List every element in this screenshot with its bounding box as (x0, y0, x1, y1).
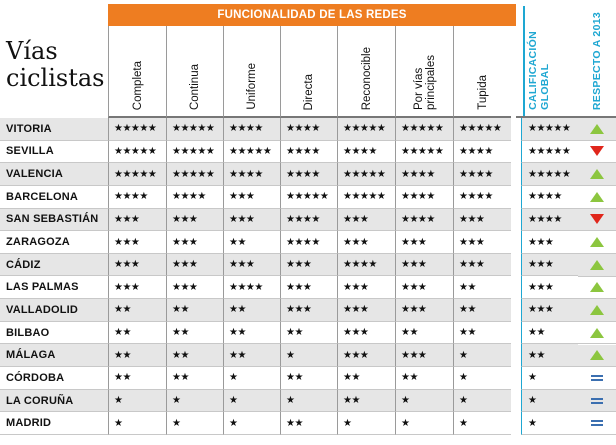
equal-bar (591, 402, 603, 404)
star-rating: ★★★★★ (166, 118, 223, 141)
star-rating: ★★ (108, 344, 166, 367)
column-header-label: Continua (189, 63, 201, 110)
star-rating: ★★★ (108, 209, 166, 232)
trend-up-icon (590, 350, 604, 360)
column-header-wrap (396, 26, 453, 116)
star-rating: ★★ (223, 299, 280, 322)
trend-cell (578, 141, 616, 164)
global-rating: ★★★ (521, 299, 578, 322)
star-rating: ★★★★★ (108, 141, 166, 164)
star-rating: ★ (395, 390, 453, 413)
star-rating: ★★ (108, 299, 166, 322)
trend-down-icon (590, 214, 604, 224)
city-label: ZARAGOZA (0, 231, 108, 254)
star-rating: ★★ (166, 344, 223, 367)
city-label: BILBAO (0, 322, 108, 345)
equal-bar (591, 398, 603, 400)
star-rating: ★★★ (337, 344, 395, 367)
star-rating: ★ (453, 344, 511, 367)
trend-up-icon (590, 124, 604, 134)
star-rating: ★★ (223, 344, 280, 367)
star-rating: ★★★ (280, 299, 337, 322)
column-header (223, 26, 280, 118)
star-rating: ★★ (223, 231, 280, 254)
city-label: SEVILLA (0, 141, 108, 164)
trend-cell (578, 322, 616, 345)
global-rating-header (521, 0, 578, 118)
star-rating: ★★★ (395, 231, 453, 254)
star-rating: ★★★★ (166, 186, 223, 209)
star-rating: ★ (166, 390, 223, 413)
trend-cell (578, 412, 616, 435)
column-header-label: Reconocible (360, 46, 373, 110)
star-rating: ★★★★★ (337, 163, 395, 186)
star-rating: ★ (453, 390, 511, 413)
star-rating: ★★★★★ (280, 186, 337, 209)
star-rating: ★★★ (166, 254, 223, 277)
column-header-wrap (281, 26, 337, 116)
trend-cell (578, 186, 616, 209)
star-rating: ★★★★★ (166, 141, 223, 164)
star-rating: ★★★★ (280, 231, 337, 254)
star-rating: ★ (453, 412, 511, 435)
global-rating: ★★★ (521, 231, 578, 254)
trend-up-icon (590, 260, 604, 270)
column-header (395, 26, 453, 118)
column-header-wrap (338, 26, 395, 116)
star-rating: ★★★ (337, 299, 395, 322)
global-rating: ★★ (521, 322, 578, 345)
global-rating-label: CALIFICACIÓN GLOBAL (527, 31, 551, 110)
star-rating: ★ (108, 390, 166, 413)
star-rating: ★★ (280, 322, 337, 345)
star-rating: ★★★ (337, 209, 395, 232)
trend-cell (578, 163, 616, 186)
star-rating: ★★★★ (280, 118, 337, 141)
star-rating: ★★★ (395, 276, 453, 299)
star-rating: ★★★ (223, 186, 280, 209)
column-header-wrap (167, 26, 223, 116)
star-rating: ★★★ (337, 322, 395, 345)
trend-up-icon (590, 237, 604, 247)
star-rating: ★★ (280, 412, 337, 435)
trend-up-icon (590, 169, 604, 179)
star-rating: ★★★★ (108, 186, 166, 209)
trend-cell (578, 299, 616, 322)
global-rating: ★★★★★ (521, 141, 578, 164)
star-rating: ★★★ (166, 276, 223, 299)
star-rating: ★ (395, 412, 453, 435)
global-rating-divider (523, 6, 525, 116)
star-rating: ★★ (108, 367, 166, 390)
trend-cell (578, 277, 616, 300)
city-label: CÁDIZ (0, 254, 108, 277)
column-header (337, 26, 395, 118)
trend-equal-icon (591, 398, 603, 404)
trend-cell (578, 345, 616, 368)
star-rating: ★★★★★ (337, 118, 395, 141)
star-rating: ★★★★ (280, 209, 337, 232)
equal-bar (591, 424, 603, 426)
star-rating: ★★★★ (395, 186, 453, 209)
star-rating: ★ (337, 412, 395, 435)
star-rating: ★★★★ (395, 209, 453, 232)
city-label: LAS PALMAS (0, 276, 108, 299)
star-rating: ★★★★ (280, 141, 337, 164)
star-rating: ★★★★★ (108, 118, 166, 141)
star-rating: ★★★ (280, 276, 337, 299)
equal-bar (591, 375, 603, 377)
star-rating: ★★ (337, 367, 395, 390)
star-rating: ★ (280, 390, 337, 413)
table-title (0, 0, 108, 118)
star-rating: ★★★ (108, 276, 166, 299)
star-rating: ★★★ (223, 209, 280, 232)
star-rating: ★ (166, 412, 223, 435)
column-header (280, 26, 337, 118)
star-rating: ★★★ (395, 254, 453, 277)
star-rating: ★★ (166, 299, 223, 322)
trend-cell (578, 231, 616, 254)
star-rating: ★★★ (453, 254, 511, 277)
star-rating: ★ (108, 412, 166, 435)
star-rating: ★★★ (453, 231, 511, 254)
star-rating: ★ (280, 344, 337, 367)
global-rating: ★★★★ (521, 209, 578, 232)
trend-header (578, 0, 616, 118)
global-rating: ★★★★★ (521, 163, 578, 186)
star-rating: ★★ (337, 390, 395, 413)
star-rating: ★ (223, 367, 280, 390)
star-rating: ★★★ (108, 254, 166, 277)
city-label: VITORIA (0, 118, 108, 141)
column-header-wrap (224, 26, 280, 116)
city-label: MÁLAGA (0, 344, 108, 367)
star-rating: ★★ (223, 322, 280, 345)
trend-cell (578, 209, 616, 232)
city-label: SAN SEBASTIÁN (0, 209, 108, 232)
trend-up-icon (590, 328, 604, 338)
star-rating: ★★★ (166, 231, 223, 254)
column-header-label: Tupida (476, 75, 489, 110)
trend-up-icon (590, 192, 604, 202)
star-rating: ★★★ (280, 254, 337, 277)
column-header (108, 26, 166, 118)
star-rating: ★★★ (337, 276, 395, 299)
network-functionality-header: FUNCIONALIDAD DE LAS REDES (108, 4, 516, 26)
star-rating: ★★★★ (337, 254, 395, 277)
global-rating: ★★★ (521, 276, 578, 299)
column-header-label: Completa (131, 60, 144, 110)
city-label: VALLADOLID (0, 299, 108, 322)
star-rating: ★★★★★ (166, 163, 223, 186)
star-rating: ★★★★★ (453, 118, 511, 141)
title-line-1: Vías (6, 37, 58, 65)
trend-up-icon (590, 305, 604, 315)
star-rating: ★★ (453, 322, 511, 345)
equal-bar (591, 379, 603, 381)
equal-bar (591, 420, 603, 422)
star-rating: ★★★ (337, 231, 395, 254)
star-rating: ★★★★ (223, 163, 280, 186)
global-rating: ★★ (521, 344, 578, 367)
city-label: MADRID (0, 412, 108, 435)
star-rating: ★★★ (395, 299, 453, 322)
column-header (453, 26, 511, 118)
column-header-wrap (109, 26, 166, 116)
star-rating: ★★★★ (453, 141, 511, 164)
star-rating: ★★★★ (280, 163, 337, 186)
star-rating: ★ (223, 390, 280, 413)
star-rating: ★★★★ (453, 163, 511, 186)
trend-header-label: RESPECTO A 2013 (591, 11, 603, 110)
star-rating: ★★ (453, 299, 511, 322)
star-rating: ★★★ (395, 344, 453, 367)
column-header-label: Uniforme (246, 63, 258, 110)
star-rating: ★★★★ (395, 163, 453, 186)
star-rating: ★★★★ (453, 186, 511, 209)
city-label: VALENCIA (0, 163, 108, 186)
star-rating: ★★★ (223, 254, 280, 277)
star-rating: ★★ (453, 276, 511, 299)
star-rating: ★★★ (166, 209, 223, 232)
column-header-wrap (454, 26, 511, 116)
star-rating: ★★★★ (223, 276, 280, 299)
trend-down-icon (590, 146, 604, 156)
global-rating: ★ (521, 412, 578, 435)
star-rating: ★ (453, 367, 511, 390)
city-label: BARCELONA (0, 186, 108, 209)
star-rating: ★★★ (108, 231, 166, 254)
star-rating: ★★★★★ (395, 118, 453, 141)
trend-cell (578, 118, 616, 141)
trend-up-icon (590, 282, 604, 292)
global-rating: ★ (521, 390, 578, 413)
column-header-label: Directa (303, 73, 315, 110)
global-rating: ★★★★★ (521, 118, 578, 141)
trend-cell (578, 254, 616, 277)
star-rating: ★★★★★ (395, 141, 453, 164)
trend-cell (578, 390, 616, 413)
city-label: LA CORUÑA (0, 390, 108, 413)
star-rating: ★★ (166, 322, 223, 345)
global-rating: ★★★ (521, 254, 578, 277)
star-rating: ★★ (395, 367, 453, 390)
global-rating: ★★★★ (521, 186, 578, 209)
star-rating: ★★★★ (337, 141, 395, 164)
global-rating: ★ (521, 367, 578, 390)
star-rating: ★★ (166, 367, 223, 390)
star-rating: ★ (223, 412, 280, 435)
trend-cell (578, 367, 616, 390)
title-line-2: ciclistas (6, 64, 105, 92)
city-label: CÓRDOBA (0, 367, 108, 390)
star-rating: ★★ (280, 367, 337, 390)
star-rating: ★★★★★ (223, 141, 280, 164)
star-rating: ★★★★ (223, 118, 280, 141)
column-header (166, 26, 223, 118)
star-rating: ★★ (395, 322, 453, 345)
star-rating: ★★ (108, 322, 166, 345)
trend-equal-icon (591, 375, 603, 381)
column-header-label: Por vías principales (412, 55, 437, 110)
star-rating: ★★★★★ (337, 186, 395, 209)
star-rating: ★★★★★ (108, 163, 166, 186)
star-rating: ★★★ (453, 209, 511, 232)
trend-equal-icon (591, 420, 603, 426)
